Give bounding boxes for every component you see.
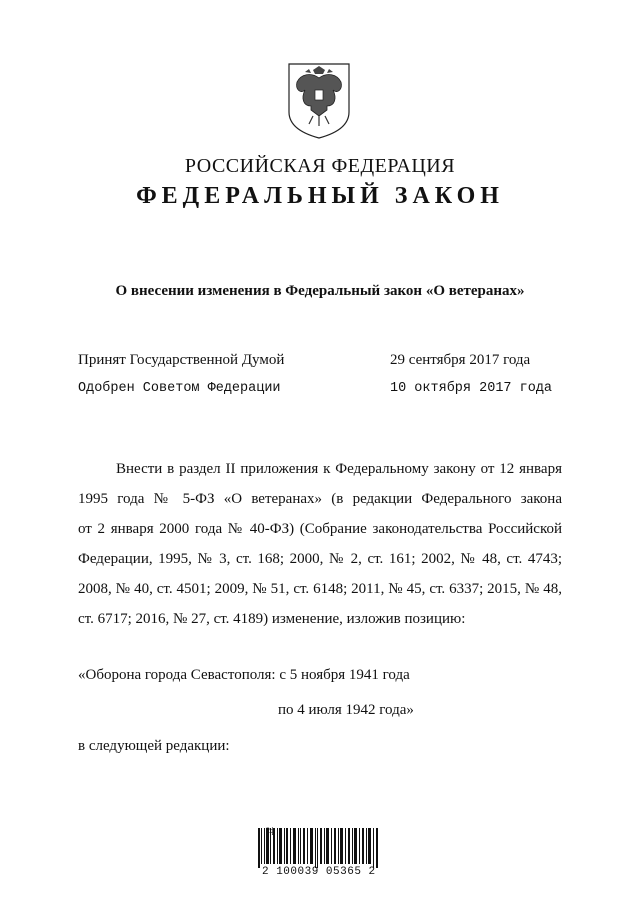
paragraph-line: ст. 6717; 2016, № 27, ст. 4189) изменение, изложив позицию: <box>78 611 466 627</box>
main-paragraph <box>78 458 562 638</box>
council-label: Одобрен Советом Федерации <box>78 381 281 396</box>
document-type-heading: ФЕДЕРАЛЬНЫЙ ЗАКОН <box>136 183 504 209</box>
duma-date: 29 сентября 2017 года <box>390 352 531 368</box>
barcode-digits: 2 100039 05365 2 <box>262 866 376 878</box>
quoted-position-line: «Оборона города Севастополя: с 5 ноября 1941 года <box>78 667 410 683</box>
paragraph-line: Федерации, 1995, № 3, ст. 168; 2000, № 2, ст. 161; 2002, № 48, ст. 4743; <box>78 551 562 567</box>
coat-of-arms-emblem <box>283 60 355 140</box>
law-subject-title: О внесении изменения в Федеральный закон «О ветеранах» <box>115 283 525 299</box>
duma-label: Принят Государственной Думой <box>78 352 285 368</box>
quoted-position-end: по 4 июля 1942 года» <box>278 702 414 718</box>
following-edition-line: в следующей редакции: <box>78 738 230 754</box>
council-approval-row <box>78 381 553 396</box>
duma-adoption-row <box>78 352 548 369</box>
paragraph-line: 2008, № 40, ст. 4501; 2009, № 51, ст. 6148; 2011, № 45, ст. 6337; 2015, № 48, <box>78 581 562 597</box>
council-date: 10 октября 2017 года <box>390 381 553 396</box>
barcode <box>258 828 378 868</box>
paragraph-line: от 2 января 2000 года № 40-ФЗ) (Собрание законодательства Российской <box>78 521 562 537</box>
paragraph-line: Внести в раздел II приложения к Федеральному закону от 12 января <box>116 461 562 477</box>
country-heading: РОССИЙСКАЯ ФЕДЕРАЦИЯ <box>184 155 456 177</box>
paragraph-line: 1995 года № 5-ФЗ «О ветеранах» (в редакции Федерального закона <box>78 491 562 507</box>
